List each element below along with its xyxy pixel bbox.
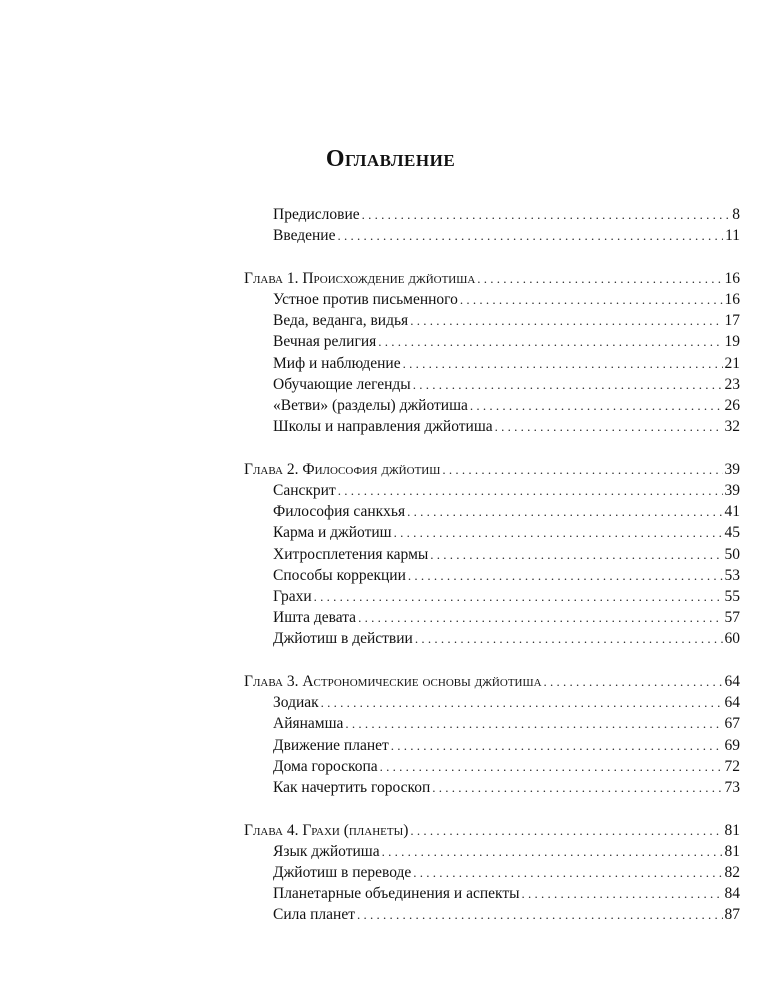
toc-chapter-label: Глава 1. Происхождение джйотиша [244, 269, 476, 287]
toc-chapter-2 [244, 459, 740, 480]
dot-leader [357, 904, 723, 925]
toc-entry-page: 19 [724, 333, 740, 351]
toc-entry [244, 628, 740, 649]
toc-chapter-page: 81 [724, 821, 740, 839]
toc-entry [244, 331, 740, 352]
toc-entry-label: Хитросплетения кармы [273, 545, 429, 563]
toc-entry-label: Устное против письменного [273, 291, 458, 309]
toc-entry-page: 26 [724, 397, 740, 414]
toc-entry-page: 53 [724, 566, 740, 584]
dot-leader [391, 735, 723, 756]
dot-leader [544, 671, 723, 692]
dot-leader [321, 692, 723, 713]
toc-entry-page: 39 [724, 482, 740, 500]
toc-chapter-label: Глава 4. Грахи (планеты) [244, 821, 409, 839]
toc-entry [244, 501, 740, 522]
dot-leader [314, 586, 723, 607]
toc-entry-label: Введение [273, 227, 336, 245]
toc-entry-label: Предисловие [273, 206, 360, 223]
toc-entry [244, 756, 740, 777]
toc-entry-label: Веда, веданга, видья [273, 312, 409, 330]
toc-entry [244, 522, 740, 543]
dot-leader [413, 862, 722, 883]
dot-leader [380, 756, 723, 777]
toc-chapter-label: Глава 3. Астрономические основы джйотиша [244, 673, 542, 691]
toc-entry-label: Айянамша [273, 715, 344, 733]
toc-entry-introduction [244, 225, 740, 246]
toc-entry-page: 69 [724, 736, 740, 754]
dot-leader [337, 225, 723, 246]
dot-leader [345, 713, 722, 734]
toc-entry-page: 67 [724, 715, 740, 733]
toc-entry-label: Грахи [273, 588, 312, 605]
dot-leader [362, 204, 731, 225]
toc-entry-page: 64 [724, 694, 740, 712]
toc-entry-label: Философия санкхья [273, 503, 406, 521]
toc-entry-page: 21 [724, 354, 740, 372]
dot-leader [430, 544, 722, 565]
toc-entry [244, 353, 740, 374]
toc-entry [244, 904, 740, 925]
toc-entry-label: Сила планет [273, 906, 355, 924]
dot-leader [408, 565, 723, 586]
dot-leader [495, 416, 723, 437]
toc-entry-page: 81 [724, 842, 740, 860]
toc-entry-label: Санскрит [273, 482, 336, 500]
table-of-contents [244, 204, 740, 926]
dot-leader [460, 289, 723, 310]
dot-leader [477, 268, 722, 289]
toc-entry-label: Движение планет [273, 736, 389, 754]
toc-entry [244, 310, 740, 331]
toc-entry-label: Карма и джйотиш [273, 524, 392, 542]
toc-entry [244, 480, 740, 501]
toc-entry-page: 57 [724, 609, 740, 627]
toc-entry-page: 41 [724, 503, 740, 521]
dot-leader [358, 607, 722, 628]
toc-entry-page: 73 [724, 779, 740, 796]
toc-entry-page: 50 [724, 545, 740, 563]
toc-entry [244, 374, 740, 395]
dot-leader [394, 522, 723, 543]
dot-leader [382, 841, 723, 862]
toc-entry-label: Школы и направления джйотиша [273, 418, 493, 436]
toc-entry-page: 72 [724, 757, 740, 775]
toc-entry-label: Планетарные объединения и аспекты [273, 885, 520, 903]
dot-leader [410, 310, 722, 331]
dot-leader [378, 331, 722, 352]
toc-entry-page: 82 [724, 864, 740, 882]
toc-entry-page: 55 [724, 588, 740, 605]
toc-chapter-4 [244, 820, 740, 841]
dot-leader [432, 777, 722, 798]
toc-entry-label: Как начертить гороскоп [273, 779, 431, 796]
dot-leader [470, 395, 723, 416]
toc-entry-page: 16 [724, 291, 740, 309]
toc-chapter-page: 16 [724, 269, 740, 287]
toc-entry-label: Дома гороскопа [273, 757, 378, 775]
toc-entry [244, 289, 740, 310]
toc-entry-label: «Ветви» (разделы) джйотиша [273, 397, 468, 414]
toc-entry [244, 565, 740, 586]
toc-entry [244, 777, 740, 798]
toc-chapter-1 [244, 268, 740, 289]
dot-leader [410, 820, 722, 841]
dot-leader [415, 628, 723, 649]
toc-entry-page: 87 [724, 906, 740, 924]
toc-entry [244, 395, 740, 416]
toc-entry-label: Зодиак [273, 694, 319, 712]
toc-entry [244, 713, 740, 734]
toc-entry-label: Вечная религия [273, 333, 377, 351]
dot-leader [403, 353, 723, 374]
dot-leader [442, 459, 722, 480]
toc-entry-preface [244, 204, 740, 225]
toc-entry [244, 607, 740, 628]
toc-entry-page: 11 [725, 227, 740, 245]
toc-entry-page: 84 [724, 885, 740, 903]
toc-entry-label: Обучающие легенды [273, 375, 411, 393]
toc-chapter-page: 39 [724, 460, 740, 478]
page-title: Оглавление [325, 146, 456, 172]
toc-chapter-page: 64 [724, 673, 740, 691]
toc-entry-page: 8 [732, 206, 740, 223]
toc-entry-page: 32 [724, 418, 740, 436]
toc-chapter-3 [244, 671, 740, 692]
toc-entry-label: Способы коррекции [273, 566, 406, 584]
toc-entry-page: 17 [724, 312, 740, 330]
toc-entry [244, 416, 740, 437]
toc-entry [244, 692, 740, 713]
toc-entry [244, 883, 740, 904]
toc-entry-label: Миф и наблюдение [273, 354, 401, 372]
toc-entry [244, 735, 740, 756]
toc-entry-label: Ишта девата [273, 609, 357, 627]
toc-entry [244, 586, 740, 607]
toc-entry-page: 23 [724, 375, 740, 393]
dot-leader [407, 501, 722, 522]
toc-entry-label: Джйотиш в переводе [273, 864, 412, 882]
toc-entry-page: 45 [724, 524, 740, 542]
dot-leader [413, 374, 723, 395]
toc-entry [244, 841, 740, 862]
toc-entry [244, 544, 740, 565]
dot-leader [522, 883, 723, 904]
toc-entry-page: 60 [724, 630, 740, 648]
toc-entry-label: Язык джйотиша [273, 842, 380, 860]
toc-entry-label: Джйотиш в действии [273, 630, 413, 648]
dot-leader [338, 480, 723, 501]
toc-entry [244, 862, 740, 883]
toc-chapter-label: Глава 2. Философия джйотиш [244, 460, 441, 478]
